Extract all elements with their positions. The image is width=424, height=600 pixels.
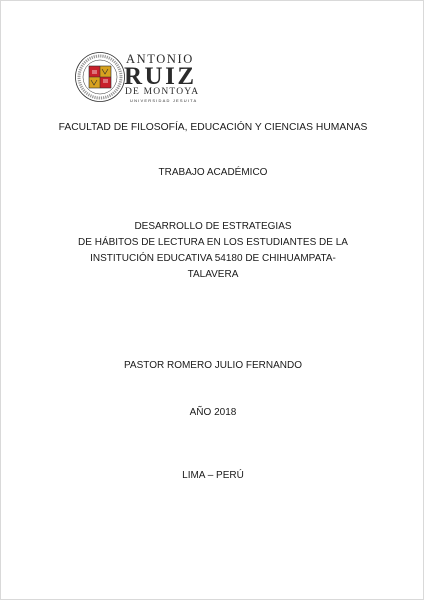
- logo-text-top: ANTONIO: [126, 52, 194, 66]
- university-seal-icon: [74, 51, 126, 103]
- thesis-title-line: TALAVERA: [187, 269, 239, 280]
- logo-text-tagline: UNIVERSIDAD JESUITA: [130, 98, 198, 103]
- logo-text-main: RUIZ: [124, 63, 197, 90]
- year-label: AÑO 2018: [189, 407, 237, 418]
- logo-text-sub: DE MONTOYA: [125, 87, 200, 97]
- author-name: PASTOR ROMERO JULIO FERNANDO: [124, 360, 302, 371]
- thesis-title-line: DE HÁBITOS DE LECTURA EN LOS ESTUDIANTES DE LA: [78, 237, 348, 248]
- thesis-title-line: INSTITUCIÓN EDUCATIVA 54180 DE CHIHUAMPATA-: [90, 253, 336, 264]
- work-type: TRABAJO ACADÉMICO: [158, 167, 268, 178]
- logo-wordmark: [124, 53, 264, 105]
- thesis-title: [1, 219, 424, 283]
- faculty-name: FACULTAD DE FILOSOFÍA, EDUCACIÓN Y CIENCIAS HUMANAS: [58, 122, 368, 133]
- university-logo: [74, 51, 274, 113]
- thesis-title-line: DESARROLLO DE ESTRATEGIAS: [134, 221, 292, 232]
- place-label: LIMA – PERÚ: [182, 470, 244, 481]
